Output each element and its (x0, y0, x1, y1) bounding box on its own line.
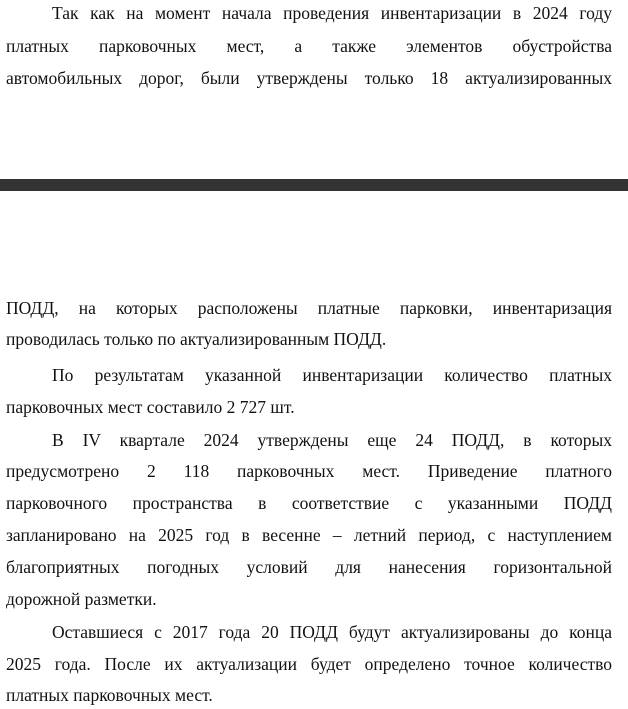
text-line: платных парковочных мест, а также элементов обустройства (6, 36, 612, 56)
text-line: платных парковочных мест. (6, 685, 213, 705)
text-line: дорожной разметки. (6, 589, 157, 609)
text-line: 2025 года. После их актуализации будет определено точное количество (6, 654, 612, 674)
text-line: благоприятных погодных условий для нанесения горизонтальной (6, 557, 612, 577)
text-line: парковочного пространства в соответствие с указанными ПОДД (6, 493, 612, 513)
text-line: предусмотрено 2 118 парковочных мест. Приведение платного (6, 461, 612, 481)
text-line: проводилась только по актуализированным ПОДД. (6, 329, 387, 349)
text-line: запланировано на 2025 год в весенне – летний период, с наступлением (6, 525, 612, 545)
text-line: парковочных мест составило 2 727 шт. (6, 397, 295, 417)
text-line: автомобильных дорог, были утверждены только 18 актуализированных (6, 68, 612, 88)
text-line: Оставшиеся с 2017 года 20 ПОДД будут актуализированы до конца (52, 622, 612, 642)
text-line: По результатам указанной инвентаризации количество платных (52, 365, 612, 385)
text-line: В IV квартале 2024 утверждены еще 24 ПОДД, в которых (52, 430, 612, 450)
page-break-divider (0, 179, 628, 191)
text-line: ПОДД, на которых расположены платные парковки, инвентаризация (6, 298, 612, 318)
text-line: Так как на момент начала проведения инвентаризации в 2024 году (52, 3, 612, 23)
